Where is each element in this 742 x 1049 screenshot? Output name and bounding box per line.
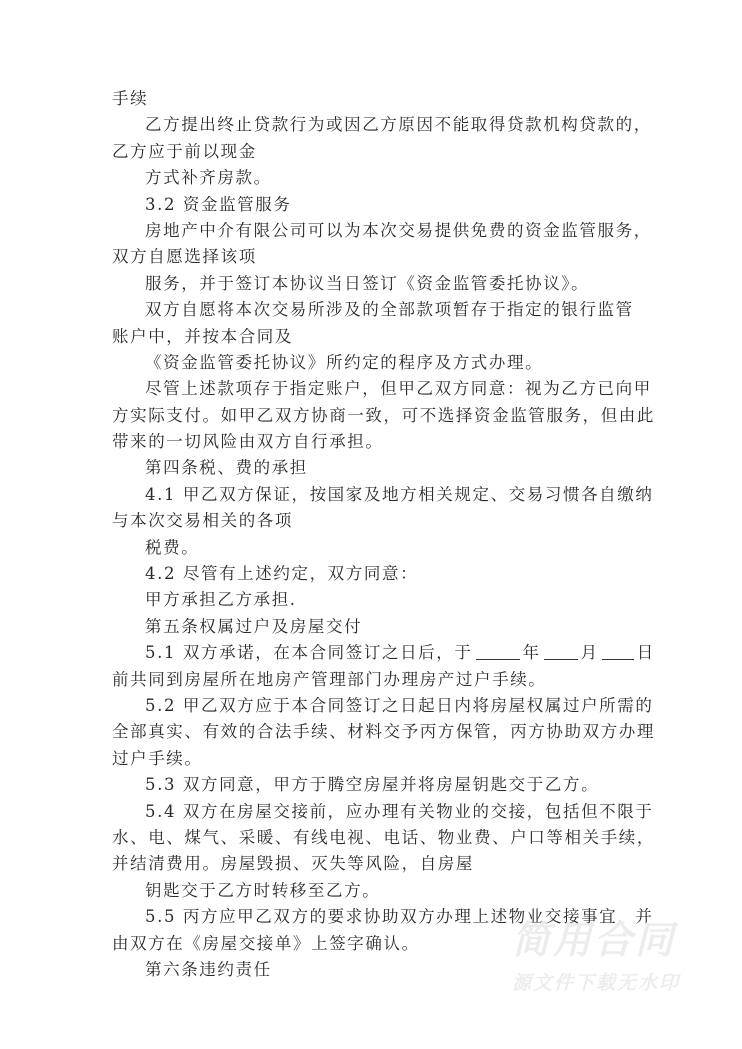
document-line: 第五条权属过户及房屋交付 bbox=[145, 616, 363, 636]
document-line: 5.2 甲乙双方应于本合同签订之日起日内将房屋权属过户所需的 bbox=[145, 695, 654, 715]
document-line: 方式补齐房款。 bbox=[145, 168, 272, 188]
document-line: 尽管上述款项存于指定账户，但甲乙双方同意：视为乙方已向甲 bbox=[145, 379, 652, 399]
document-line: 乙方提出终止贷款行为或因乙方原因不能取得贷款机构贷款的， bbox=[145, 115, 652, 135]
document-line: 税费。 bbox=[145, 537, 200, 557]
document-line: 第四条税、费的承担 bbox=[145, 458, 308, 478]
document-page bbox=[112, 86, 655, 983]
document-line: 账户中，并按本合同及 bbox=[112, 326, 293, 346]
watermark-subtitle: 源文件下载无水印 bbox=[512, 972, 681, 994]
watermark bbox=[512, 918, 712, 998]
day-label: 日 bbox=[636, 643, 655, 663]
document-line: 房地产中介有限公司可以为本次交易提供免费的资金监管服务， bbox=[145, 220, 652, 240]
document-line: 过户手续。 bbox=[112, 748, 203, 768]
document-line: 并结清费用。房屋毁损、灭失等风险，自房屋 bbox=[112, 854, 474, 874]
document-line: 甲方承担乙方承担. bbox=[145, 590, 297, 610]
document-line: 与本次交易相关的各项 bbox=[112, 511, 293, 531]
clause-5-1-text: 5.1 双方承诺，在本合同签订之日后，于 bbox=[145, 643, 473, 663]
document-line: 乙方应于前以现金 bbox=[112, 141, 257, 161]
document-line: 4.1 甲乙双方保证，按国家及地方相关规定、交易习惯各自缴纳 bbox=[145, 484, 654, 504]
document-line: 水、电、煤气、采暖、有线电视、电话、物业费、户口等相关手续， bbox=[112, 827, 655, 847]
document-line: 第六条违约责任 bbox=[145, 959, 272, 979]
document-line: 5.3 双方同意，甲方于腾空房屋并将房屋钥匙交于乙方。 bbox=[145, 775, 600, 795]
year-label: 年 bbox=[522, 643, 541, 663]
document-line: 双方自愿选择该项 bbox=[112, 247, 257, 267]
document-line: 服务，并于签订本协议当日签订《资金监管委托协议》。 bbox=[145, 273, 590, 293]
clause-5-1-line bbox=[112, 640, 655, 666]
document-line: 3.2 资金监管服务 bbox=[145, 194, 292, 214]
document-line: 由双方在《房屋交接单》上签字确认。 bbox=[112, 933, 420, 953]
watermark-title: 简用合同 bbox=[512, 918, 677, 962]
document-line: 《资金监管委托协议》所约定的程序及方式办理。 bbox=[145, 352, 544, 372]
document-line: 手续 bbox=[112, 89, 149, 108]
document-line: 双方自愿将本次交易所涉及的全部款项暂存于指定的银行监管 bbox=[145, 300, 634, 320]
document-line: 钥匙交于乙方时转移至乙方。 bbox=[145, 880, 381, 900]
document-line: 5.5 丙方应甲乙双方的要求协助双方办理上述物业交接事宜，并 bbox=[145, 907, 654, 927]
month-blank bbox=[544, 643, 578, 660]
document-line: 方实际支付。如甲乙双方协商一致，可不选择资金监管服务，但由此 bbox=[112, 405, 655, 425]
day-blank bbox=[602, 643, 634, 660]
year-blank bbox=[476, 643, 520, 660]
month-label: 月 bbox=[580, 643, 599, 663]
document-line: 带来的一切风险由双方自行承担。 bbox=[112, 432, 384, 452]
document-line: 4.2 尽管有上述约定，双方同意： bbox=[145, 564, 419, 584]
document-line: 前共同到房屋所在地房产管理部门办理房产过户手续。 bbox=[112, 669, 547, 689]
document-line: 全部真实、有效的合法手续、材料交予丙方保管，丙方协助双方办理 bbox=[112, 722, 655, 742]
document-line: 5.4 双方在房屋交接前，应办理有关物业的交接，包括但不限于 bbox=[145, 801, 654, 821]
